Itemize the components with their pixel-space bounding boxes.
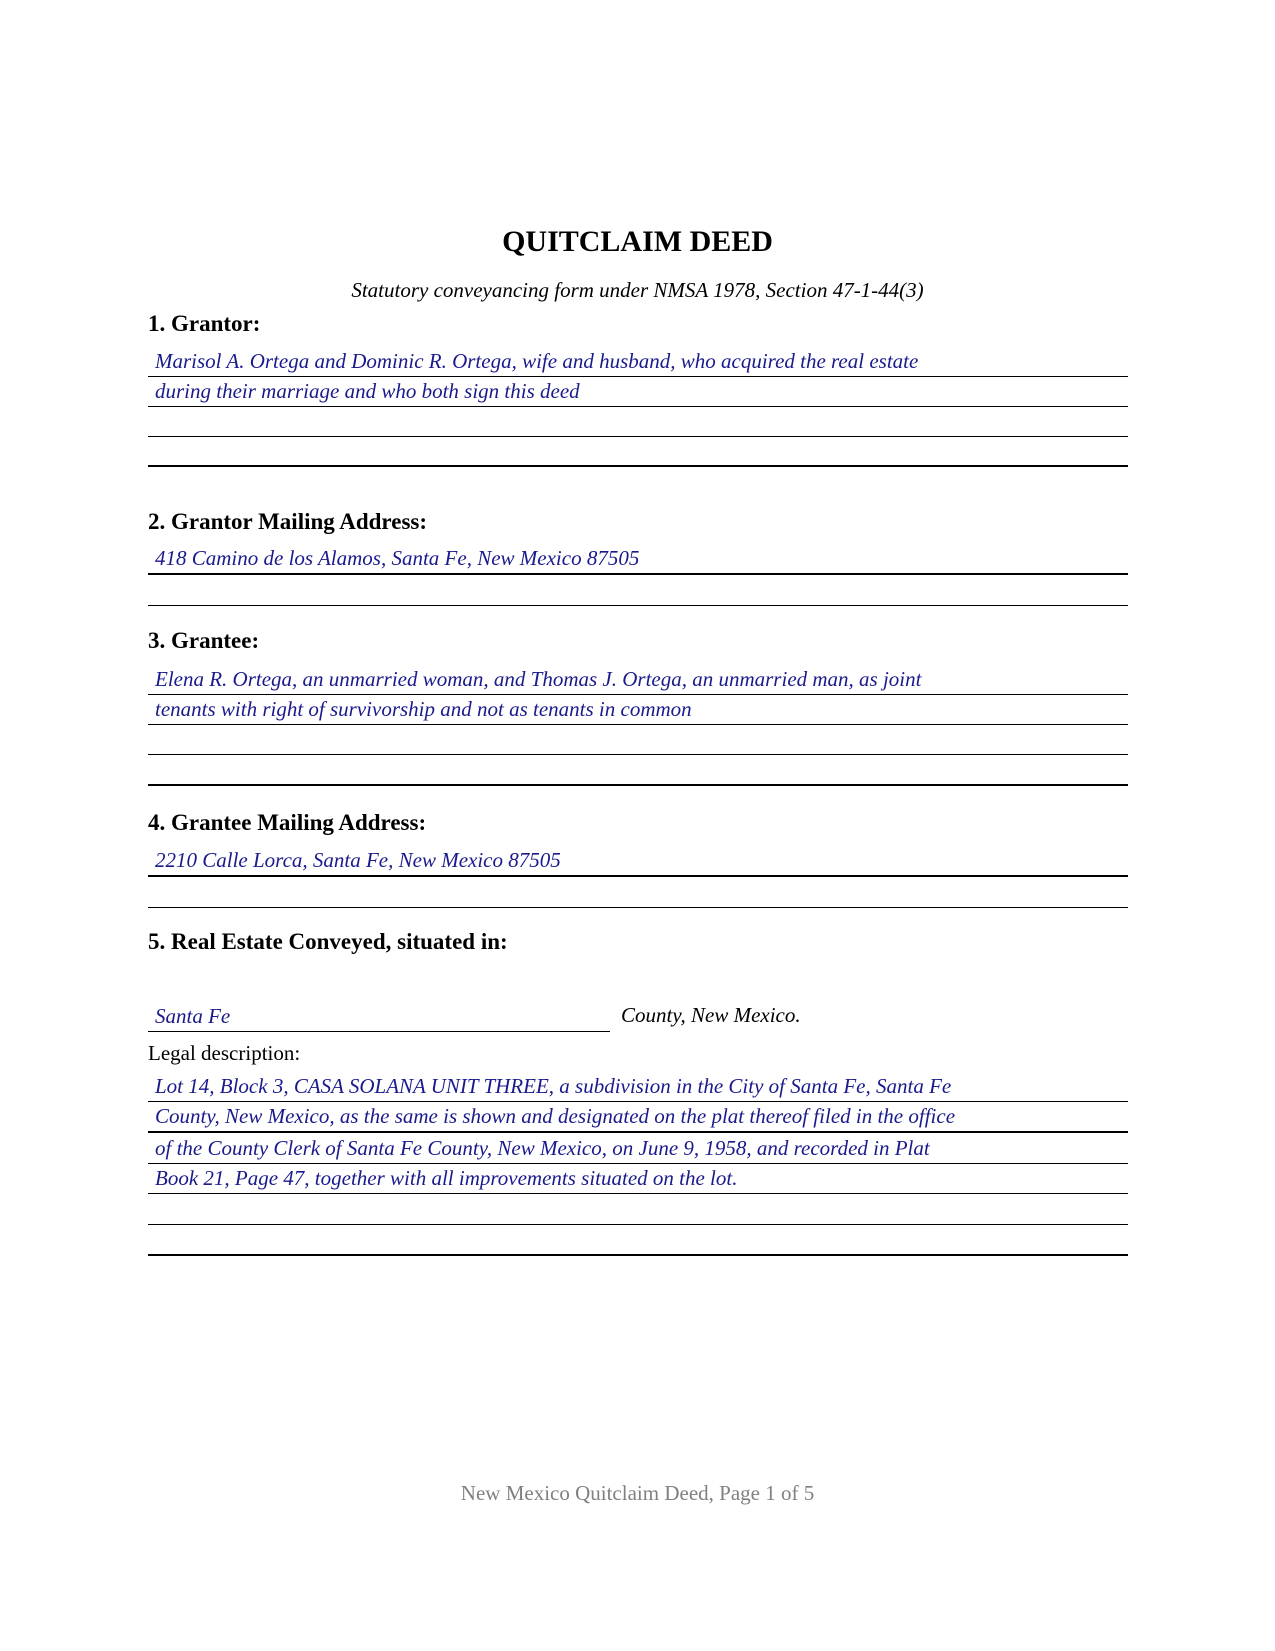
legal-line-2[interactable] (148, 1102, 1128, 1133)
legal-line-5[interactable] (148, 1194, 1128, 1225)
grantor-text-1: Marisol A. Ortega and Dominic R. Ortega, wife and husband, who acquired the real estate (155, 349, 919, 373)
grantee-line-4[interactable] (148, 755, 1128, 786)
real-estate-heading: 5. Real Estate Conveyed, situated in: (148, 929, 508, 954)
grantor-address-heading: 2. Grantor Mailing Address: (148, 509, 427, 534)
grantor-line-2[interactable] (148, 376, 1128, 407)
county-field[interactable] (148, 997, 610, 1032)
grantor-line-1[interactable] (148, 346, 1128, 377)
grantor-line-4[interactable] (148, 436, 1128, 467)
grantor-line-3[interactable] (148, 406, 1128, 437)
legal-text-4: Book 21, Page 47, together with all improvements situated on the lot. (155, 1166, 738, 1190)
grantee-address-line-2[interactable] (148, 877, 1128, 908)
grantee-text-2: tenants with right of survivorship and not as tenants in common (155, 697, 692, 721)
legal-line-1[interactable] (148, 1071, 1128, 1102)
grantor-address-line-2[interactable] (148, 575, 1128, 606)
grantee-line-1[interactable] (148, 664, 1128, 695)
legal-text-2: County, New Mexico, as the same is shown and designated on the plat thereof filed in the office (155, 1104, 956, 1128)
legal-description-label: Legal description: (148, 1041, 301, 1065)
grantor-heading: 1. Grantor: (148, 311, 261, 336)
grantor-address-text: 418 Camino de los Alamos, Santa Fe, New Mexico 87505 (155, 546, 640, 570)
grantee-address-heading: 4. Grantee Mailing Address: (148, 810, 427, 835)
legal-text-1: Lot 14, Block 3, CASA SOLANA UNIT THREE, a subdivision in the City of Santa Fe, Santa Fe (155, 1074, 952, 1098)
page-title: QUITCLAIM DEED (502, 225, 773, 258)
grantee-address-text: 2210 Calle Lorca, Santa Fe, New Mexico 87505 (155, 848, 561, 872)
county-text: Santa Fe (155, 1004, 231, 1028)
county-suffix: County, New Mexico. (621, 1003, 801, 1027)
page-subtitle: Statutory conveyancing form under NMSA 1978, Section 47-1-44(3) (351, 278, 924, 302)
grantee-text-1: Elena R. Ortega, an unmarried woman, and Thomas J. Ortega, an unmarried man, as joint (155, 667, 922, 691)
grantor-address-line-1[interactable] (148, 544, 1128, 575)
legal-line-3[interactable] (148, 1133, 1128, 1164)
page-footer: New Mexico Quitclaim Deed, Page 1 of 5 (460, 1481, 815, 1505)
grantee-address-line-1[interactable] (148, 846, 1128, 877)
legal-line-4[interactable] (148, 1163, 1128, 1194)
legal-line-6[interactable] (148, 1225, 1128, 1256)
grantee-line-3[interactable] (148, 724, 1128, 755)
grantor-text-2: during their marriage and who both sign this deed (155, 379, 580, 403)
grantee-line-2[interactable] (148, 694, 1128, 725)
legal-text-3: of the County Clerk of Santa Fe County, New Mexico, on June 9, 1958, and recorded in Plat (155, 1136, 930, 1160)
grantee-heading: 3. Grantee: (148, 628, 260, 653)
